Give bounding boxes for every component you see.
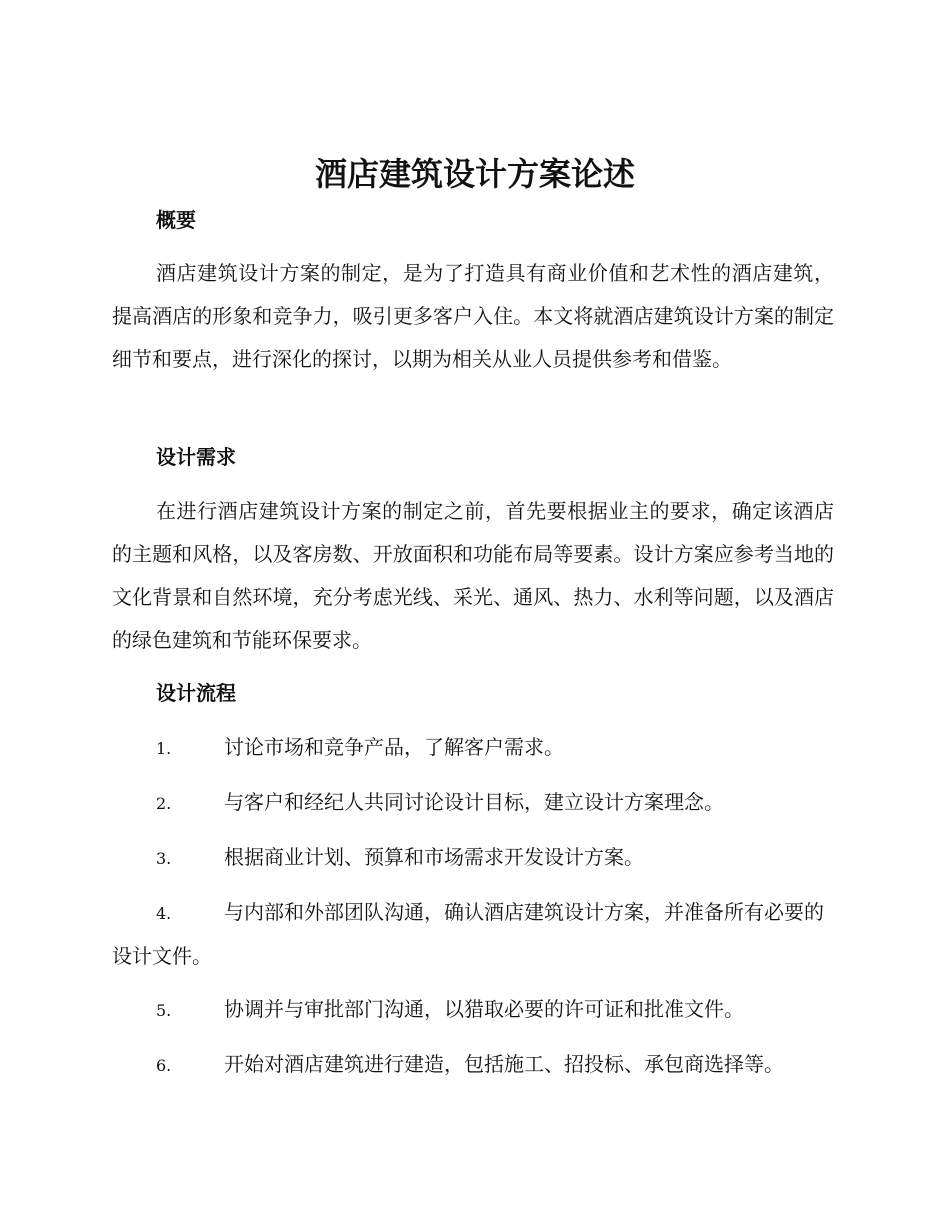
list-item [112, 988, 834, 1032]
list-item-number: 4. [156, 904, 172, 923]
section-heading-requirements: 设计需求 [156, 445, 236, 469]
section-paragraph-requirements: 在进行酒店建筑设计方案的制定之前，首先要根据业主的要求，确定该酒店的主题和风格，以及客房数、开放面积和功能布局等要素。设计方案应参考当地的文化背景和自然环境，充分考虑光线、采光、通风、热力、水利等问题，以及酒店的绿色建筑和节能环保要求。 [112, 499, 834, 652]
list-item-number: 1. [156, 739, 172, 758]
document-title: 酒店建筑设计方案论述 [314, 155, 635, 193]
section-paragraph-overview: 酒店建筑设计方案的制定，是为了打造具有商业价值和艺术性的酒店建筑，提高酒店的形象和竞争力，吸引更多客户入住。本文将就酒店建筑设计方案的制定细节和要点，进行深化的探讨，以期为相关从业人员提供参考和借鉴。 [112, 261, 834, 371]
list-item-number: 5. [156, 1001, 172, 1020]
list-item-text: 开始对酒店建筑进行建造，包括施工、招投标、承包商选择等。 [224, 1052, 784, 1076]
list-item-number: 2. [156, 794, 172, 813]
list-item [112, 726, 834, 770]
list-item [112, 781, 834, 825]
list-item-text: 根据商业计划、预算和市场需求开发设计方案。 [224, 845, 644, 869]
list-item-text: 协调并与审批部门沟通，以猎取必要的许可证和批准文件。 [224, 997, 744, 1021]
list-item-text: 与客户和经纪人共同讨论设计目标，建立设计方案理念。 [224, 790, 724, 814]
section-heading-process: 设计流程 [156, 681, 236, 705]
list-item-number: 6. [156, 1056, 172, 1075]
list-item [112, 891, 834, 978]
list-item [112, 1043, 834, 1087]
list-item-text: 与内部和外部团队沟通，确认酒店建筑设计方案，并准备所有必要的设计文件。 [112, 900, 824, 968]
list-item-text: 讨论市场和竞争产品，了解客户需求。 [224, 735, 564, 759]
list-item [112, 836, 834, 880]
section-heading-overview: 概要 [156, 208, 196, 232]
list-item-number: 3. [156, 849, 172, 868]
